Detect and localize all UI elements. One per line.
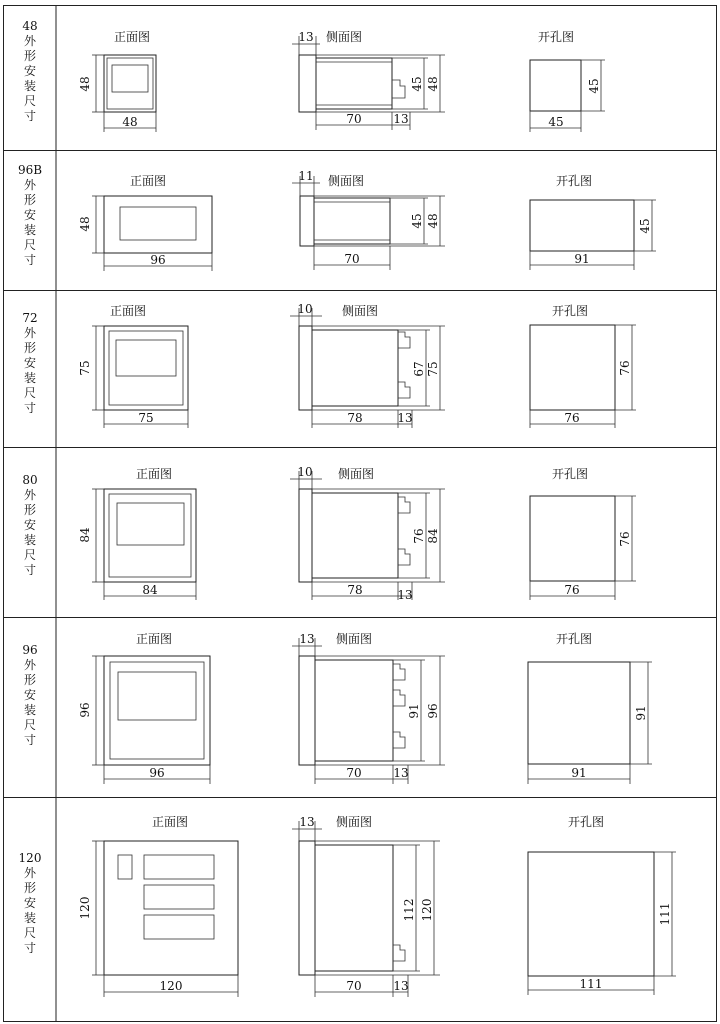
side-bezel-dim: 10 xyxy=(297,302,313,316)
side-rear-dim: 13 xyxy=(397,588,413,602)
cutout-width-dim: 111 xyxy=(579,977,603,991)
cutout-width-dim: 45 xyxy=(548,115,564,129)
cutout-width-dim: 91 xyxy=(574,252,590,266)
side-view-title: 侧面图 xyxy=(338,467,375,481)
cutout-height-dim: 45 xyxy=(587,78,601,94)
side-bezel-dim: 10 xyxy=(297,465,313,479)
cutout-view-title: 开孔图 xyxy=(568,815,605,829)
side-depth-dim: 70 xyxy=(344,252,360,266)
row-label: 72 外形安装尺寸 xyxy=(22,311,38,415)
side-depth-dim: 70 xyxy=(346,112,362,126)
side-view xyxy=(292,815,440,997)
side-view xyxy=(292,30,445,130)
cutout-view xyxy=(530,466,636,600)
cutout-view xyxy=(528,814,676,995)
side-outer-height-dim: 75 xyxy=(426,361,440,377)
row-48 xyxy=(22,19,605,132)
cutout-view xyxy=(528,631,652,784)
front-view-title: 正面图 xyxy=(114,30,151,44)
side-view xyxy=(292,632,445,784)
front-view-title: 正面图 xyxy=(152,815,189,829)
side-inner-height-dim: 112 xyxy=(402,898,416,922)
cutout-view-title: 开孔图 xyxy=(556,174,593,188)
side-outer-height-dim: 84 xyxy=(426,528,440,544)
cutout-height-dim: 91 xyxy=(634,705,648,721)
side-rear-dim: 13 xyxy=(397,411,413,425)
row-label: 48 外形安装尺寸 xyxy=(22,19,38,123)
cutout-view-title: 开孔图 xyxy=(552,467,589,481)
cutout-view xyxy=(530,29,605,132)
row-72 xyxy=(22,302,636,428)
front-view xyxy=(78,632,210,784)
front-view xyxy=(78,467,196,600)
row-label: 96B 外形安装尺寸 xyxy=(17,163,43,267)
row-120 xyxy=(19,814,676,997)
front-view xyxy=(78,30,156,132)
side-depth-dim: 70 xyxy=(346,979,362,993)
side-depth-dim: 78 xyxy=(347,411,363,425)
cutout-view-title: 开孔图 xyxy=(552,304,589,318)
front-height-dim: 120 xyxy=(78,896,92,920)
side-inner-height-dim: 91 xyxy=(407,703,421,719)
front-height-dim: 75 xyxy=(78,360,92,376)
side-bezel-dim: 13 xyxy=(299,815,315,829)
side-bezel-dim: 13 xyxy=(299,632,315,646)
cutout-view-title: 开孔图 xyxy=(538,30,575,44)
side-outer-height-dim: 48 xyxy=(426,76,440,92)
row-96 xyxy=(22,631,652,784)
cutout-height-dim: 45 xyxy=(638,218,652,234)
side-inner-height-dim: 45 xyxy=(410,213,424,229)
side-outer-height-dim: 120 xyxy=(420,898,434,922)
side-outer-height-dim: 48 xyxy=(426,213,440,229)
side-outer-height-dim: 96 xyxy=(426,703,440,719)
cutout-view-title: 开孔图 xyxy=(556,632,593,646)
front-view-title: 正面图 xyxy=(136,467,173,481)
side-inner-height-dim: 67 xyxy=(412,361,426,377)
front-view xyxy=(78,174,212,271)
cutout-height-dim: 76 xyxy=(618,360,632,376)
front-view-title: 正面图 xyxy=(110,304,147,318)
side-inner-height-dim: 76 xyxy=(412,528,426,544)
row-label: 120 外形安装尺寸 xyxy=(18,851,42,955)
front-width-dim: 84 xyxy=(142,583,158,597)
side-rear-dim: 13 xyxy=(393,766,409,780)
side-bezel-dim: 11 xyxy=(298,169,314,183)
cutout-height-dim: 76 xyxy=(618,531,632,547)
cutout-view xyxy=(530,173,656,270)
row-label: 96 外形安装尺寸 xyxy=(22,643,38,747)
cutout-width-dim: 76 xyxy=(564,411,580,425)
front-width-dim: 120 xyxy=(159,979,183,993)
side-view-title: 侧面图 xyxy=(336,815,373,829)
front-width-dim: 48 xyxy=(122,115,138,129)
front-width-dim: 75 xyxy=(138,411,154,425)
cutout-view xyxy=(530,303,636,428)
cutout-width-dim: 91 xyxy=(571,766,587,780)
side-view-title: 侧面图 xyxy=(326,30,363,44)
side-view-title: 侧面图 xyxy=(336,632,373,646)
side-view-title: 侧面图 xyxy=(328,174,365,188)
front-view-title: 正面图 xyxy=(136,632,173,646)
row-label: 80 外形安装尺寸 xyxy=(22,473,38,577)
front-view xyxy=(78,304,188,428)
side-bezel-dim: 13 xyxy=(298,30,314,44)
side-view xyxy=(292,169,445,270)
side-rear-dim: 13 xyxy=(393,112,409,126)
cutout-width-dim: 76 xyxy=(564,583,580,597)
front-height-dim: 96 xyxy=(78,702,92,718)
row-96b xyxy=(18,163,656,271)
front-view xyxy=(78,815,238,997)
front-height-dim: 48 xyxy=(78,216,92,232)
front-height-dim: 48 xyxy=(78,76,92,92)
side-inner-height-dim: 45 xyxy=(410,76,424,92)
front-view-title: 正面图 xyxy=(130,174,167,188)
front-width-dim: 96 xyxy=(150,253,166,267)
side-view-title: 侧面图 xyxy=(342,304,379,318)
cutout-height-dim: 111 xyxy=(658,902,672,926)
side-view xyxy=(290,465,445,602)
side-depth-dim: 70 xyxy=(346,766,362,780)
side-view xyxy=(290,302,445,428)
row-80 xyxy=(22,465,636,602)
front-width-dim: 96 xyxy=(149,766,165,780)
front-height-dim: 84 xyxy=(78,527,92,543)
side-rear-dim: 13 xyxy=(393,979,409,993)
table-grid xyxy=(4,6,717,1022)
side-depth-dim: 78 xyxy=(347,583,363,597)
